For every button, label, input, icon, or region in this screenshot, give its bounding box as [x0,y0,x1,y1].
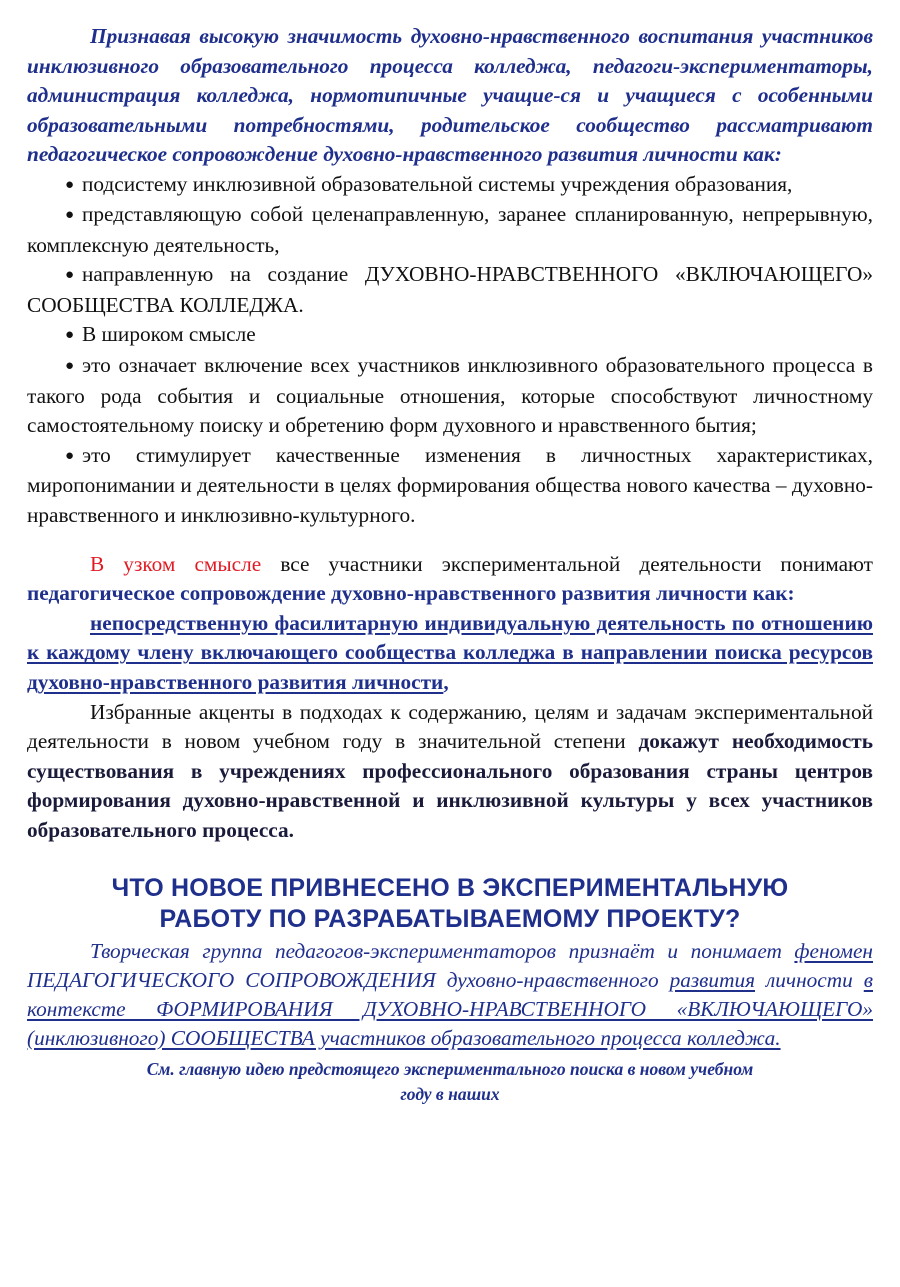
bullet-text: это означает включение всех участников инклюзивного образовательного процесса в такого рода события и социальные отношения, которые способствуют личностному самостоятельному поиску и обретению форм духовного и нравственного бытия; [27,353,873,438]
narrow-sense-paragraph [27,550,873,609]
intro-paragraph: Признавая высокую значимость духовно-нравственного воспитания участников инклюзивного образовательного процесса колледжа, педагоги-экспериментаторы, администрация колледжа, нормотипичные учащие-ся и учащиеся с особенными образовательными потребностями, родительское сообщество рассматривают педагогическое сопровождение духовно-нравственного развития личности как: [27,24,873,166]
bullet-icon: ● [65,176,75,193]
bullet-text: направленную на создание ДУХОВНО-НРАВСТВЕННОГО «ВКЛЮЧАЮЩЕГО» СООБЩЕСТВА КОЛЛЕДЖА. [27,262,873,317]
bullet-item [27,260,873,320]
narrow-sense-label: В узком смысле [90,551,262,576]
bullet-item [27,441,873,531]
bullet-item [27,320,873,351]
accents-text: Избранные акценты в подходах к содержанию, целям и задачам экспериментальной деятельности в новом учебном году в значительной степени [27,699,873,754]
heading-line-2: РАБОТУ ПО РАЗРАБАТЫВАЕМОМУ ПРОЕКТУ? [159,904,741,933]
footer-note [27,1057,873,1107]
section-heading [27,873,873,935]
creative-underline-3: в контексте ФОРМИРОВАНИЯ ДУХОВНО-НРАВСТВЕННОГО «ВКЛЮЧАЮЩЕГО» (инклюзивного) СООБЩЕСТВА участников образовательного процесса колледжа. [27,967,874,1050]
note-line-2: году в наших [400,1083,500,1104]
creative-underline-2: развития [669,967,756,992]
creative-text-2: ПЕДАГОГИЧЕСКОГО СОПРОВОЖДЕНИЯ духовно-нравственного [27,967,670,992]
creative-underline-1: феномен [794,938,873,963]
bullet-text: подсистему инклюзивной образовательной системы учреждения образования, [82,171,793,196]
document-page [27,22,873,1107]
creative-text-1: Творческая группа педагогов-экспериментаторов признаёт и понимает [90,938,795,963]
bullet-icon: ● [65,207,75,224]
bullet-item [27,351,873,441]
bullet-icon: ● [65,447,75,464]
note-line-1: См. главную идею предстоящего экспериментального поиска в новом учебном [146,1058,754,1079]
bullet-list [27,170,873,531]
narrow-sense-bold: педагогическое сопровождение духовно-нравственного развития личности как: [27,581,795,606]
bullet-text: представляющую собой целенаправленную, заранее спланированную, непрерывную, комплексную деятельность, [27,202,873,257]
bullet-icon: ● [65,267,75,284]
bullet-text: В широком смысле [82,322,256,347]
accents-paragraph [27,698,873,846]
facilitation-paragraph [27,609,873,698]
bullet-text: это стимулирует качественные изменения в личностных характеристиках, миропонимании и деятельности в целях формирования общества нового качества – духовно-нравственного и инклюзивно-культурного. [27,442,873,528]
heading-line-1: ЧТО НОВОЕ ПРИВНЕСЕНО В ЭКСПЕРИМЕНТАЛЬНУЮ [111,873,789,902]
bullet-item [27,170,873,201]
bullet-icon: ● [65,327,75,344]
creative-group-paragraph [27,937,873,1053]
bullet-icon: ● [65,358,75,375]
facilitation-tail: , [443,670,449,694]
creative-text-3: личности [755,967,864,992]
narrow-sense-text: все участники экспериментальной деятельности понимают [261,551,873,576]
bullet-item [27,200,873,260]
facilitation-underlined: непосредственную фасилитарную индивидуальную деятельность по отношению к каждому члену включающего сообщества колледжа в направлении поиска ресурсов духовно-нравственного развития личности [27,610,873,694]
accents-bold: докажут необходимость существования в учреждениях профессионального образования страны центров формирования духовно-нравственной и инклюзивной культуры у всех участников образовательного процесса. [27,729,873,842]
